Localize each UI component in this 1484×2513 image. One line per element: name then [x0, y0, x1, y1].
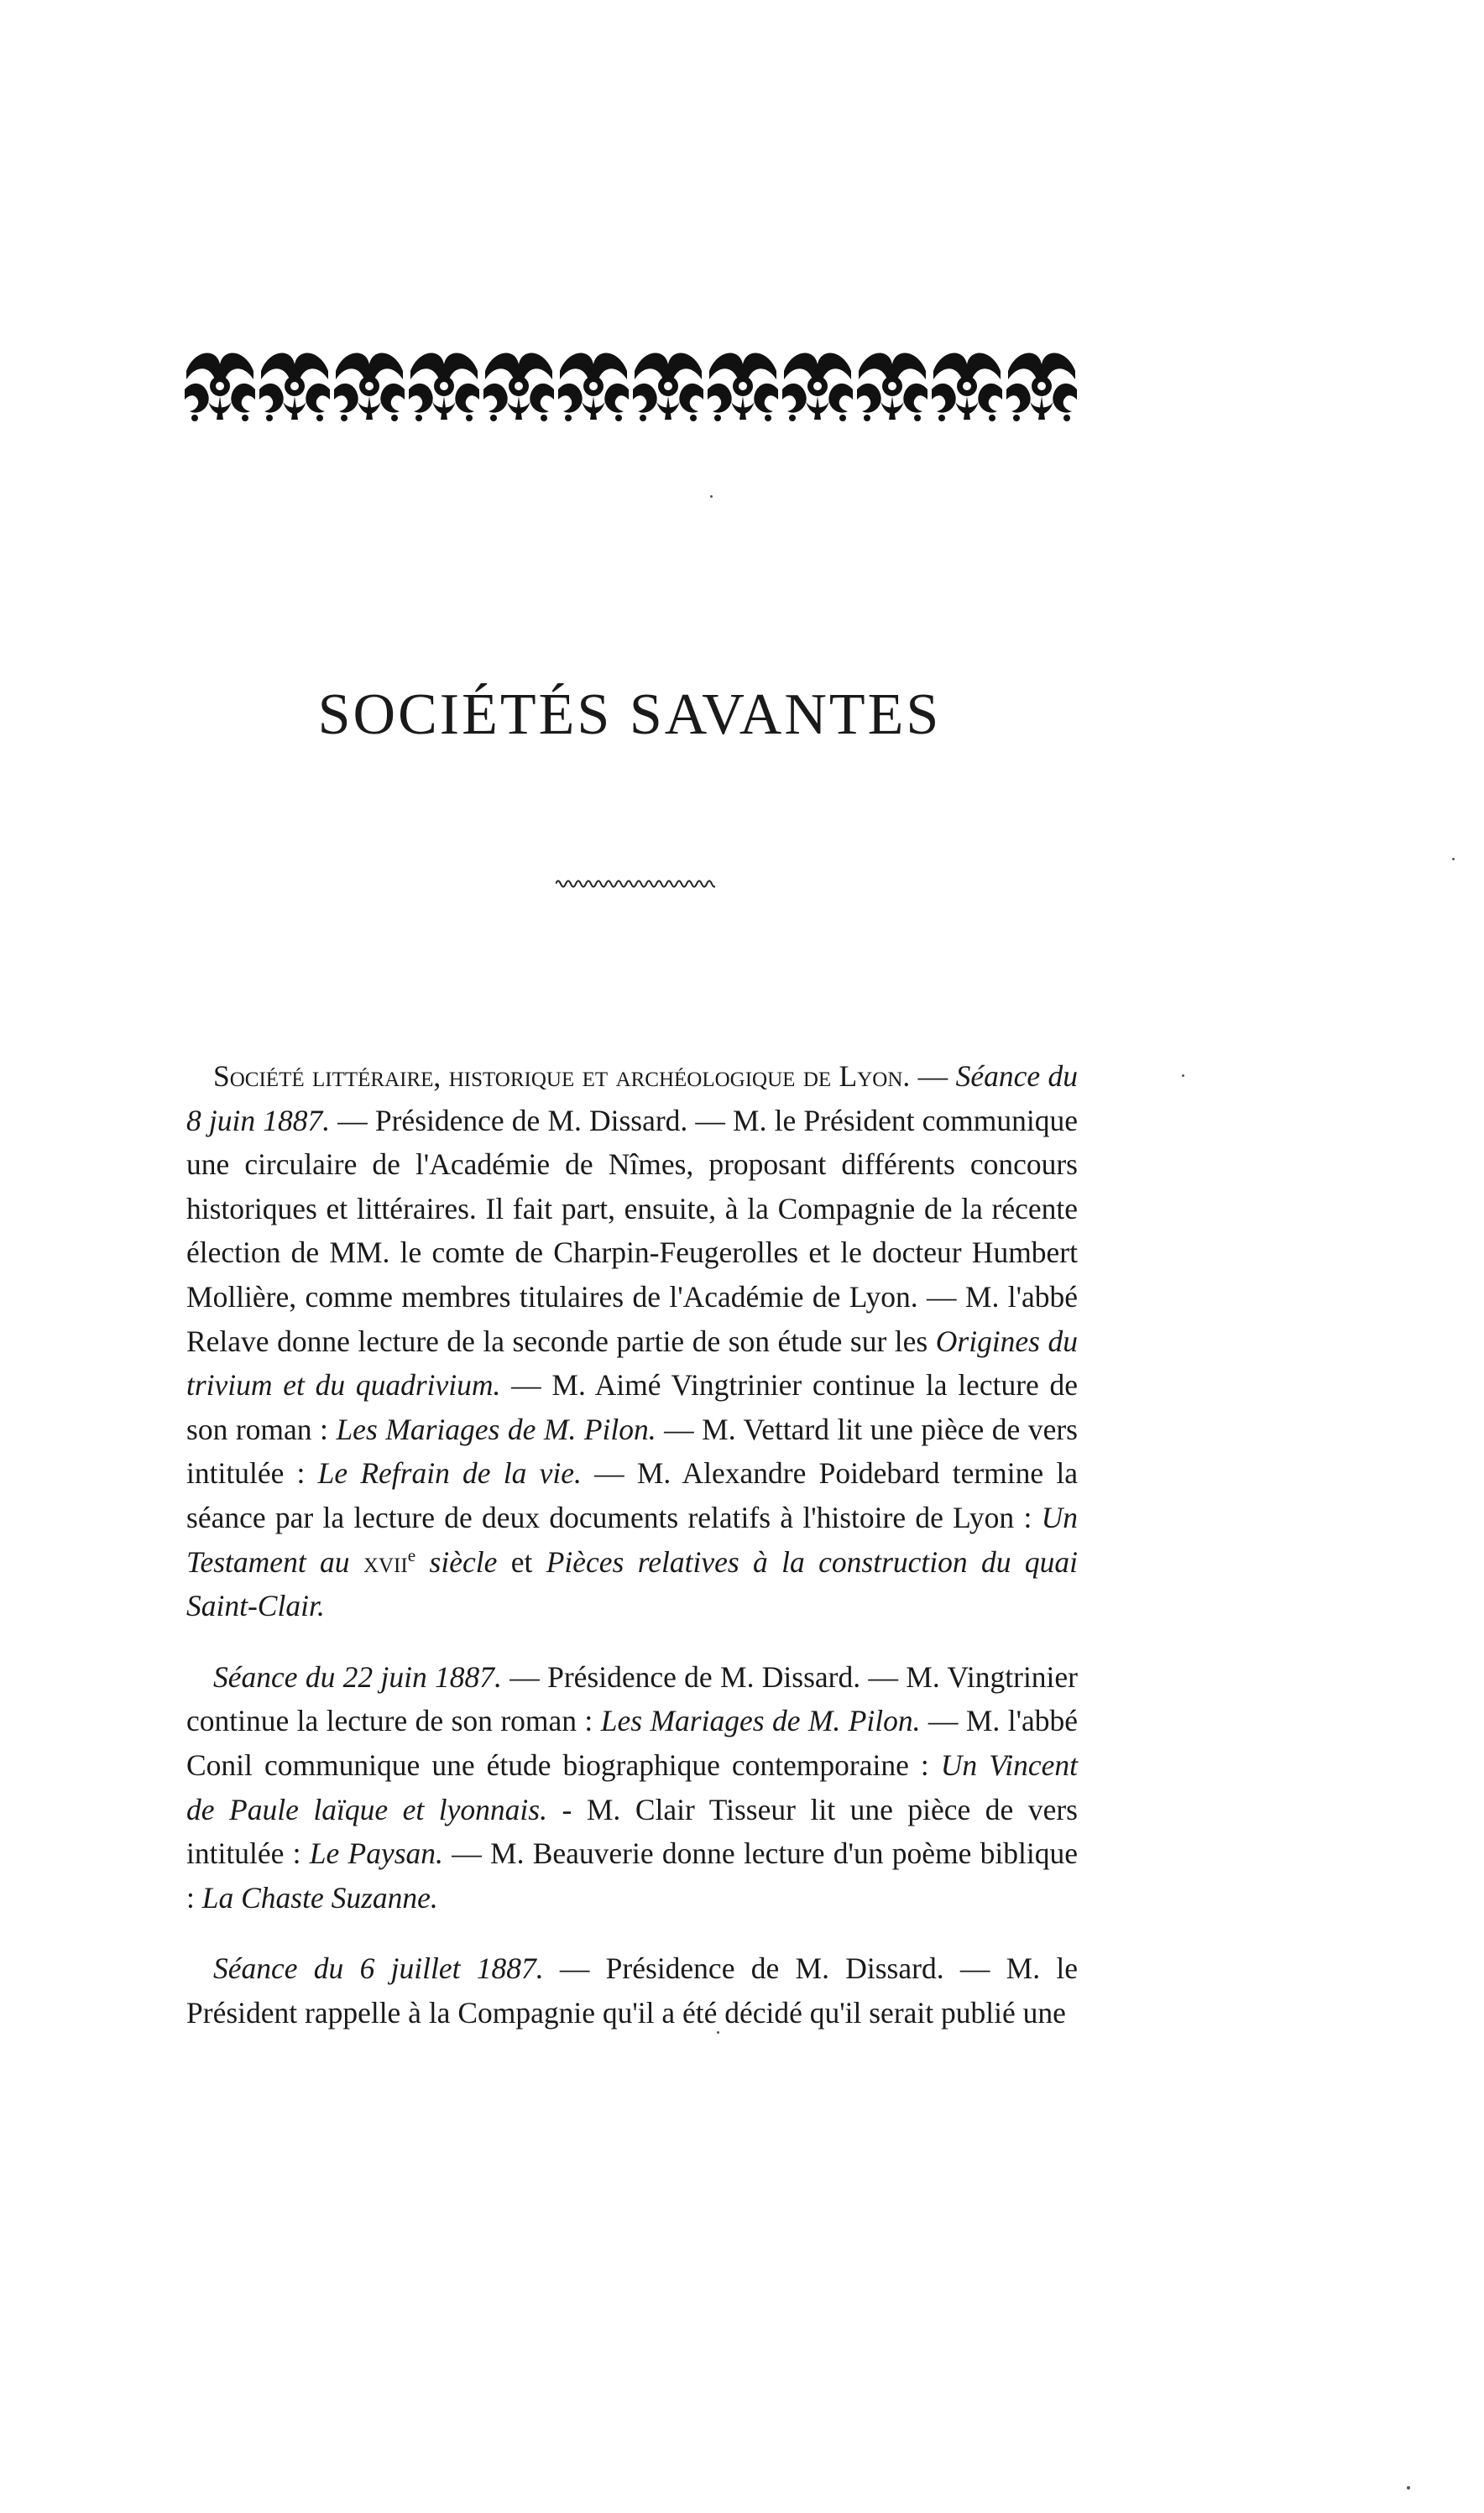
- ornament-unit: [708, 353, 778, 421]
- ornament-unit: [932, 353, 1002, 421]
- work-title: Pièces relatives à la construction du quai Saint-Clair.: [186, 1544, 1078, 1623]
- wavy-divider: [556, 876, 715, 891]
- ornament-unit: [782, 353, 853, 421]
- work-title: La Chaste Suzanne.: [201, 1880, 438, 1915]
- text-run: — M. Alexandre Poidebard termine la séance par la lecture de deux documents relatifs à l'histoire de Lyon :: [186, 1456, 1078, 1534]
- ornamental-header-band: [183, 346, 1079, 423]
- ornament-unit: [334, 353, 405, 421]
- work-title: Origines du trivium et du quadrivium.: [186, 1324, 1079, 1403]
- text-run: — M. Beauverie donne lecture d'un poème biblique :: [186, 1836, 1078, 1915]
- page-title: SOCIÉTÉS SAVANTES: [317, 682, 942, 747]
- seance-date: Séance du 8 juin 1887.: [186, 1059, 1078, 1137]
- work-title: siècle: [415, 1544, 498, 1579]
- seance-date: Séance du 6 juillet 1887.: [213, 1951, 544, 1986]
- scan-speck: [1407, 2486, 1410, 2489]
- work-title: Le Paysan.: [309, 1836, 443, 1871]
- paragraph-seance-22-juin: [186, 1655, 1078, 1920]
- text-run: —: [910, 1059, 956, 1093]
- work-title: Les Mariages de M. Pilon.: [336, 1412, 656, 1446]
- society-name: Société littéraire, historique et archéologique de Lyon.: [213, 1059, 911, 1093]
- work-title: Un Vincent de Paule laïque et lyonnais.: [186, 1748, 1078, 1826]
- ornament-unit: [633, 353, 703, 421]
- ornament-unit: [185, 353, 255, 421]
- paragraph-seance-6-juillet: [186, 1946, 1078, 2035]
- scan-speck: [717, 2031, 719, 2034]
- superscript: e: [407, 1544, 416, 1565]
- text-run: — M. l'abbé Conil communique une étude biographique contemporaine :: [186, 1704, 1078, 1782]
- ornament-unit: [259, 353, 330, 421]
- century-numeral: xvii: [349, 1544, 408, 1579]
- ornament-unit: [857, 353, 928, 421]
- ornament-unit: [1006, 353, 1077, 421]
- text-run: - M. Clair Tisseur lit une pièce de vers intitulée :: [186, 1792, 1078, 1871]
- text-run: — Présidence de M. Dissard. — M. le Président communique une circulaire de l'Académie de Nîmes, proposant différents concours historiques et littéraires. Il fait part, ensuite, à la Compagnie de la récente élection de MM. le comte de Charpin-Feugerolles et le docteur Humbert Mollière, comme membres titulaires de l'Académie de Lyon. — M. l'abbé Relave donne lecture de la seconde partie de son étude sur les: [186, 1103, 1078, 1358]
- text-run: — M. Aimé Vingtrinier continue la lecture de son roman :: [186, 1368, 1079, 1446]
- scan-speck: [710, 495, 713, 498]
- text-run: — Présidence de M. Dissard. — M. Vingtrinier continue la lecture de son roman :: [186, 1659, 1078, 1738]
- text-run: et: [497, 1544, 546, 1579]
- work-title: Un Testament au: [186, 1500, 1078, 1579]
- seance-date: Séance du 22 juin 1887.: [213, 1659, 502, 1694]
- scan-speck: [1452, 858, 1455, 860]
- scan-speck: [1182, 1074, 1184, 1077]
- article-body: [186, 1054, 1078, 2061]
- text-run: — M. Vettard lit une pièce de vers intitulée :: [186, 1412, 1078, 1491]
- text-run: — Présidence de M. Dissard. — M. le Président rappelle à la Compagnie qu'il a été décidé qu'il serait publié une: [186, 1951, 1078, 2030]
- work-title: Le Refrain de la vie.: [317, 1456, 582, 1491]
- ornament-unit: [409, 353, 479, 421]
- ornament-unit: [483, 353, 554, 421]
- ornament-unit: [558, 353, 629, 421]
- paragraph-seance-8-juin: [186, 1054, 1078, 1628]
- work-title: Les Mariages de M. Pilon.: [600, 1704, 921, 1738]
